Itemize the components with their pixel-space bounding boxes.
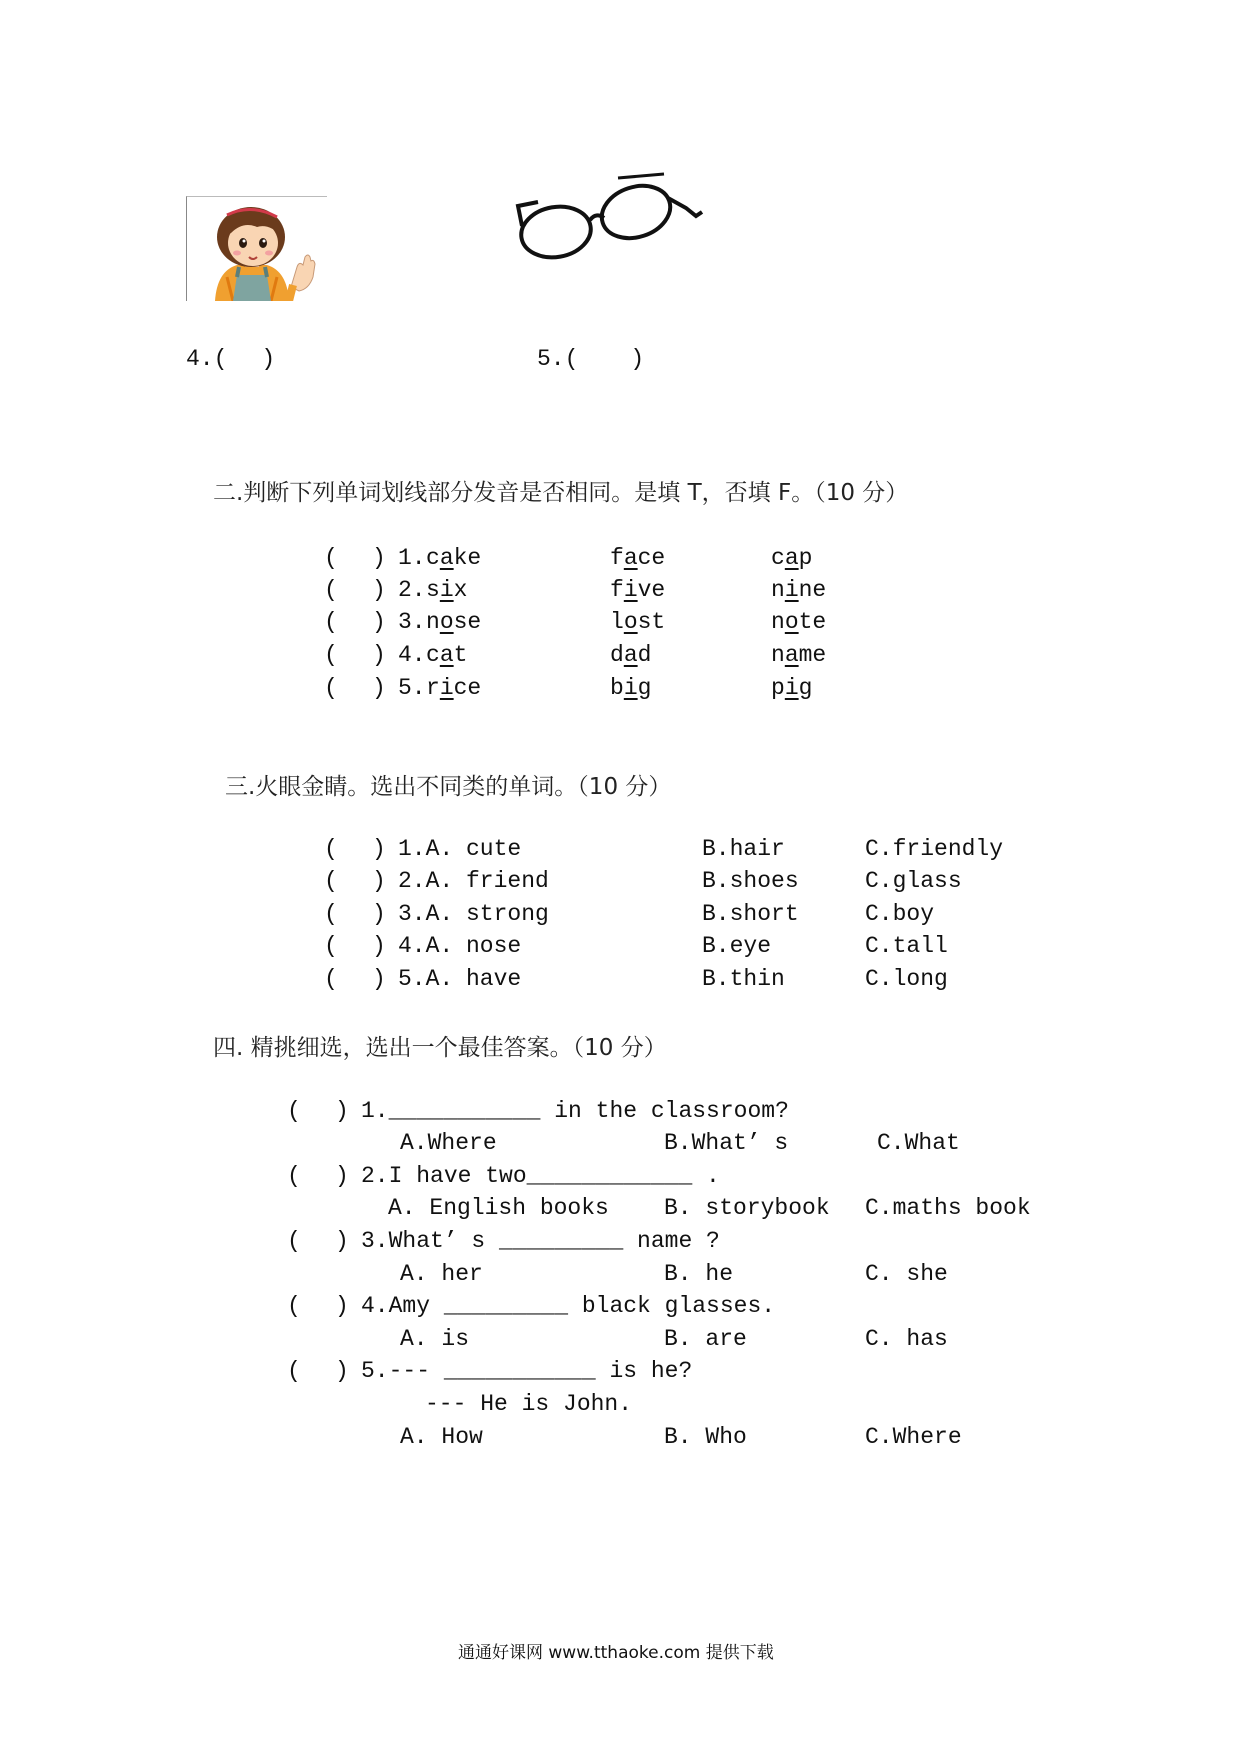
paren-open: ( bbox=[324, 545, 338, 571]
item-number: 5. bbox=[398, 675, 426, 701]
list-item bbox=[324, 966, 1024, 998]
paren-close: ) bbox=[335, 1293, 349, 1319]
paren-close: ) bbox=[335, 1098, 349, 1124]
paren-open: ( bbox=[324, 577, 338, 603]
paren-open: ( bbox=[324, 675, 338, 701]
paren-open: ( bbox=[287, 1098, 301, 1124]
paren-open: ( bbox=[324, 868, 338, 894]
section-4-title: 四. 精挑细选，选出一个最佳答案。（10 分） bbox=[213, 1035, 667, 1061]
option-a: cute bbox=[466, 836, 522, 862]
paren-close: ) bbox=[261, 346, 276, 372]
paren-close: ) bbox=[372, 966, 386, 992]
word-2: big bbox=[610, 675, 652, 701]
girl-picture-icon bbox=[187, 197, 327, 301]
question-row bbox=[287, 1293, 1027, 1325]
paren-close: ) bbox=[630, 346, 645, 372]
option-b: B. Who bbox=[664, 1424, 747, 1450]
picture-number-4: 4.( bbox=[186, 346, 228, 372]
word-2: face bbox=[610, 545, 666, 571]
word-3: cap bbox=[771, 545, 813, 571]
item-number: 3. bbox=[398, 609, 426, 635]
paren-open: ( bbox=[324, 933, 338, 959]
option-b: B. storybook bbox=[664, 1195, 830, 1221]
option-b: B.short bbox=[702, 901, 799, 927]
option-b: B.hair bbox=[702, 836, 785, 862]
paren-close: ) bbox=[372, 836, 386, 862]
paren-close: ) bbox=[372, 933, 386, 959]
question-row bbox=[287, 1358, 1027, 1390]
answer-text: --- He is John. bbox=[425, 1391, 633, 1417]
picture-answer-4 bbox=[186, 346, 275, 372]
option-c: C. she bbox=[865, 1261, 948, 1287]
option-b: B.thin bbox=[702, 966, 785, 992]
option-c: C.friendly bbox=[865, 836, 1004, 862]
list-item bbox=[324, 639, 924, 671]
options-row bbox=[287, 1424, 1027, 1456]
list-item bbox=[324, 672, 924, 704]
paren-close: ) bbox=[372, 901, 386, 927]
question-row bbox=[287, 1228, 1027, 1260]
paren-close: ) bbox=[372, 545, 386, 571]
list-item bbox=[324, 933, 1024, 965]
option-c: C.tall bbox=[865, 933, 948, 959]
options-row bbox=[287, 1195, 1047, 1227]
list-item bbox=[324, 574, 924, 606]
option-b: B. are bbox=[664, 1326, 747, 1352]
paren-close: ) bbox=[372, 675, 386, 701]
word-3: pig bbox=[771, 675, 813, 701]
word-2: lost bbox=[610, 609, 666, 635]
question-row bbox=[287, 1098, 1027, 1130]
girl-picture bbox=[186, 196, 327, 301]
paren-open: ( bbox=[324, 836, 338, 862]
paren-open: ( bbox=[287, 1228, 301, 1254]
option-b: B.What’ s bbox=[664, 1130, 789, 1156]
word-1: cake bbox=[426, 545, 482, 571]
paren-close: ) bbox=[372, 868, 386, 894]
paren-open: ( bbox=[324, 966, 338, 992]
option-a: strong bbox=[466, 901, 549, 927]
list-item bbox=[324, 868, 1024, 900]
option-b: B.shoes bbox=[702, 868, 799, 894]
section-3-title: 三.火眼金睛。选出不同类的单词。（10 分） bbox=[225, 774, 672, 800]
option-a: A. How bbox=[400, 1424, 483, 1450]
paren-open: ( bbox=[324, 642, 338, 668]
option-c: C.maths book bbox=[865, 1195, 1031, 1221]
question-text: 3.What’ s _________ name ? bbox=[361, 1228, 720, 1254]
item-number: 2.A. bbox=[398, 868, 454, 894]
paren-open: ( bbox=[287, 1358, 301, 1384]
option-b: B. he bbox=[664, 1261, 734, 1287]
option-c: C. has bbox=[865, 1326, 948, 1352]
option-a: A. is bbox=[400, 1326, 470, 1352]
word-1: six bbox=[426, 577, 468, 603]
list-item bbox=[324, 901, 1024, 933]
item-number: 3.A. bbox=[398, 901, 454, 927]
paren-open: ( bbox=[324, 609, 338, 635]
word-1: rice bbox=[426, 675, 482, 701]
option-a: A.Where bbox=[400, 1130, 497, 1156]
option-b: B.eye bbox=[702, 933, 772, 959]
question-text: 5.--- ___________ is he? bbox=[361, 1358, 693, 1384]
option-c: C.boy bbox=[865, 901, 935, 927]
list-item bbox=[324, 836, 1024, 868]
options-row bbox=[287, 1326, 1027, 1358]
option-c: C.glass bbox=[865, 868, 962, 894]
item-number: 2. bbox=[398, 577, 426, 603]
word-3: name bbox=[771, 642, 827, 668]
item-number: 1. bbox=[398, 545, 426, 571]
paren-open: ( bbox=[287, 1293, 301, 1319]
paren-close: ) bbox=[372, 642, 386, 668]
option-a: A. English books bbox=[388, 1195, 609, 1221]
option-c: C.long bbox=[865, 966, 948, 992]
footer-text: 通通好课网 www.tthaoke.com 提供下载 bbox=[458, 1643, 774, 1663]
item-number: 5.A. bbox=[398, 966, 454, 992]
question-text: 1.___________ in the classroom? bbox=[361, 1098, 789, 1124]
option-a: have bbox=[466, 966, 522, 992]
picture-number-5: 5.( bbox=[537, 346, 579, 372]
paren-close: ) bbox=[335, 1163, 349, 1189]
list-item bbox=[324, 606, 924, 638]
word-2: dad bbox=[610, 642, 652, 668]
answer-line bbox=[287, 1391, 1027, 1423]
word-1: nose bbox=[426, 609, 482, 635]
word-3: note bbox=[771, 609, 827, 635]
option-a: A. her bbox=[400, 1261, 483, 1287]
question-text: 4.Amy _________ black glasses. bbox=[361, 1293, 776, 1319]
section-2-title: 二.判断下列单词划线部分发音是否相同。是填 T，否填 F。（10 分） bbox=[213, 480, 909, 506]
question-row bbox=[287, 1163, 1027, 1195]
word-3: nine bbox=[771, 577, 827, 603]
paren-close: ) bbox=[335, 1228, 349, 1254]
item-number: 4.A. bbox=[398, 933, 454, 959]
glasses-icon bbox=[514, 172, 704, 272]
options-row bbox=[287, 1130, 1027, 1162]
options-row bbox=[287, 1261, 1027, 1293]
word-2: five bbox=[610, 577, 666, 603]
paren-close: ) bbox=[335, 1358, 349, 1384]
paren-open: ( bbox=[287, 1163, 301, 1189]
picture-answer-5 bbox=[537, 346, 644, 372]
list-item bbox=[324, 542, 924, 574]
paren-open: ( bbox=[324, 901, 338, 927]
option-a: friend bbox=[466, 868, 549, 894]
option-c: C.Where bbox=[865, 1424, 962, 1450]
item-number: 4. bbox=[398, 642, 426, 668]
paren-close: ) bbox=[372, 577, 386, 603]
option-c: C.What bbox=[877, 1130, 960, 1156]
glasses-picture bbox=[514, 172, 704, 272]
option-a: nose bbox=[466, 933, 522, 959]
item-number: 1.A. bbox=[398, 836, 454, 862]
paren-close: ) bbox=[372, 609, 386, 635]
question-text: 2.I have two____________ . bbox=[361, 1163, 720, 1189]
word-1: cat bbox=[426, 642, 468, 668]
